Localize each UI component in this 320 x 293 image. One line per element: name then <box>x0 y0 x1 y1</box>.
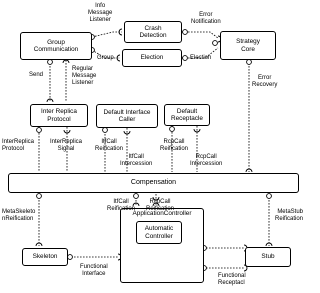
application-controller-label: ApplicationController <box>132 210 192 217</box>
wire-gc-crash <box>92 32 122 37</box>
label-rcpcall-intercession: RcpCall Intercession <box>190 154 223 167</box>
port-comp-itf <box>134 194 139 199</box>
label-rcpcall-reification-2: RcpCall Reification <box>146 199 175 212</box>
label-meta-stub-reification: MetaStub Reification <box>274 209 303 222</box>
group-communication-box[interactable]: Group Communication <box>20 32 92 60</box>
crash-detection-box[interactable]: Crash Detection <box>124 21 182 43</box>
port-strategy-error <box>247 60 252 65</box>
port-comp-meta-skel <box>37 194 42 199</box>
default-receptacle-box[interactable]: Default Receptacle <box>164 104 210 126</box>
port-crash-error <box>183 30 188 35</box>
label-error-recovery: Error Recovery <box>252 75 278 88</box>
label-functional-receptacle: Functional Receptacl <box>218 273 246 286</box>
port-election-right <box>183 56 188 61</box>
label-send: Send <box>29 72 44 78</box>
label-inter-replica-signal: InterReplica Signal <box>50 139 83 152</box>
stub-box[interactable]: Stub <box>245 247 291 267</box>
automatic-controller-box[interactable]: Automatic Controller <box>136 221 182 244</box>
compensation-box[interactable]: Compensation <box>8 173 299 193</box>
election-box[interactable]: Election <box>122 49 182 67</box>
port-gc-send <box>48 60 53 65</box>
default-interface-caller-box[interactable]: Default Interface Caller <box>96 104 158 128</box>
application-controller-box[interactable] <box>120 208 204 283</box>
port-irp-protocol <box>37 128 42 133</box>
label-info-message-listener: Info Message Listener <box>88 3 113 23</box>
socket-election-in <box>117 55 120 61</box>
strategy-core-box[interactable]: Strategy Core <box>220 31 276 60</box>
label-error-notification: Error Notification <box>191 12 221 25</box>
port-comp-meta-stub <box>267 194 272 199</box>
label-itfcall-reification-2: ItfCall Reification <box>107 199 136 212</box>
label-group: Group <box>97 55 114 61</box>
label-regular-message-listener: Regular Message Listener <box>72 66 97 86</box>
label-functional-interface: Functional Interface <box>80 264 108 277</box>
port-skeleton-func <box>68 255 73 260</box>
inter-replica-protocol-box[interactable]: Inter Replica Protocol <box>30 104 88 127</box>
label-election-right: Election <box>190 55 212 61</box>
port-dic-1 <box>103 128 108 133</box>
port-strategy-group <box>213 41 218 46</box>
label-itfcall-intercession: ItfCall Intercession <box>120 154 153 167</box>
label-itfcall-reification-1: ItfCall Reification <box>95 139 124 152</box>
label-meta-skeleton-reification: MetaSkeleto nReification <box>2 209 36 222</box>
port-dr-1 <box>170 127 175 132</box>
label-rcpcall-reification-1: RcpCall Reification <box>160 139 189 152</box>
label-inter-replica-protocol: InterReplica Protocol <box>2 139 35 152</box>
skeleton-box[interactable]: Skeleton <box>22 248 68 266</box>
